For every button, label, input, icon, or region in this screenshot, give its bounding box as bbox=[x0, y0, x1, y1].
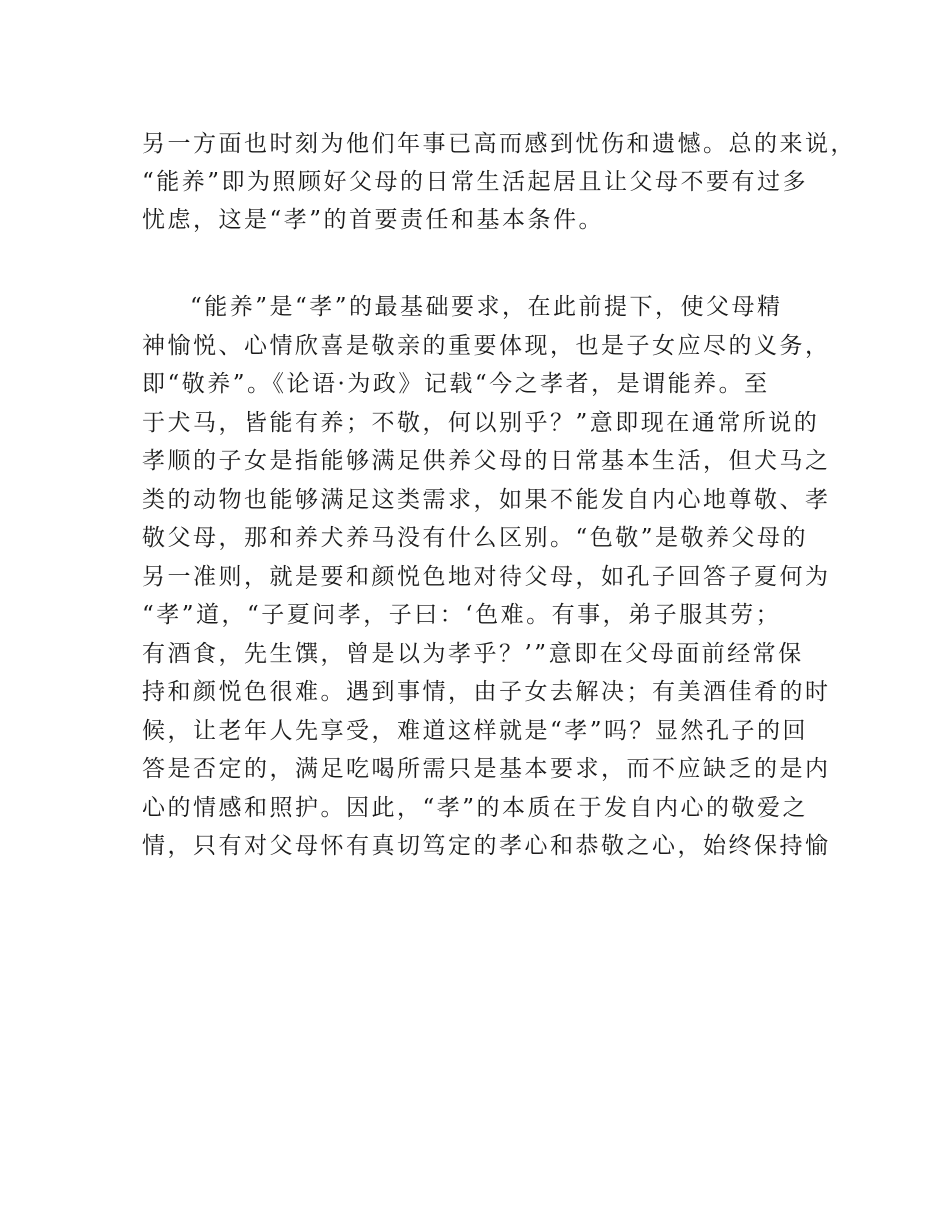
paragraph-2 bbox=[142, 288, 831, 1020]
text-line: 持和颜悦色很难。遇到事情，由子女去解决；有美酒佳肴的时 bbox=[142, 679, 831, 705]
text-line bbox=[142, 904, 822, 943]
text-line: 即“敬养”。《论语·为政》记载“今之孝者，是谓能养。至 bbox=[142, 371, 770, 397]
text-line: 敬父母，那和养犬养马没有什么区别。“色敬”是敬养父母的 bbox=[142, 525, 809, 551]
text-line: 有酒食，先生馔，曾是以为孝乎？’”意即在父母面前经常保 bbox=[142, 640, 804, 667]
text-line: 另一方面也时刻为他们年事已高而感到忧伤和遗憾。总的来说， bbox=[142, 131, 856, 157]
text-line: 答是否定的，满足吃喝所需只是基本要求，而不应缺乏的是内 bbox=[142, 756, 831, 782]
text-line: 心的情感和照护。因此，“孝”的本质在于发自内心的敬爱之 bbox=[142, 794, 809, 821]
text-line: 另一准则，就是要和颜悦色地对待父母，如孔子回答子夏何为 bbox=[142, 563, 831, 590]
text-line: 候，让老年人先享受，难道这样就是“孝”吗？显然孔子的回 bbox=[142, 717, 809, 744]
text-line: 于犬马，皆能有养；不敬，何以别乎？”意即现在通常所说的 bbox=[142, 409, 820, 436]
text-line: “孝”道，“子夏问孝，子曰：‘色难。有事，弟子服其劳； bbox=[142, 602, 782, 628]
text-line: 情，只有对父母怀有真切笃定的孝心和恭敬之心，始终保持愉 bbox=[142, 833, 831, 859]
text-line: 神愉悦、心情欣喜是敬亲的重要体现，也是子女应尽的义务， bbox=[142, 332, 831, 359]
paragraph-1 bbox=[142, 125, 856, 239]
text-line: “能养”即为照顾好父母的日常生活起居且让父母不要有过多 bbox=[142, 169, 809, 195]
text-line: 孝顺的子女是指能够满足供养父母的日常基本生活，但犬马之 bbox=[142, 448, 831, 474]
text-line bbox=[142, 981, 822, 1020]
text-line: 忧虑，这是“孝”的首要责任和基本条件。 bbox=[142, 207, 605, 233]
text-line bbox=[142, 943, 822, 982]
text-line: “能养”是“孝”的最基础要求，在此前提下，使父母精 bbox=[190, 294, 783, 320]
text-line bbox=[142, 866, 822, 905]
text-line: 类的动物也能够满足这类需求，如果不能发自内心地尊敬、孝 bbox=[142, 486, 831, 513]
